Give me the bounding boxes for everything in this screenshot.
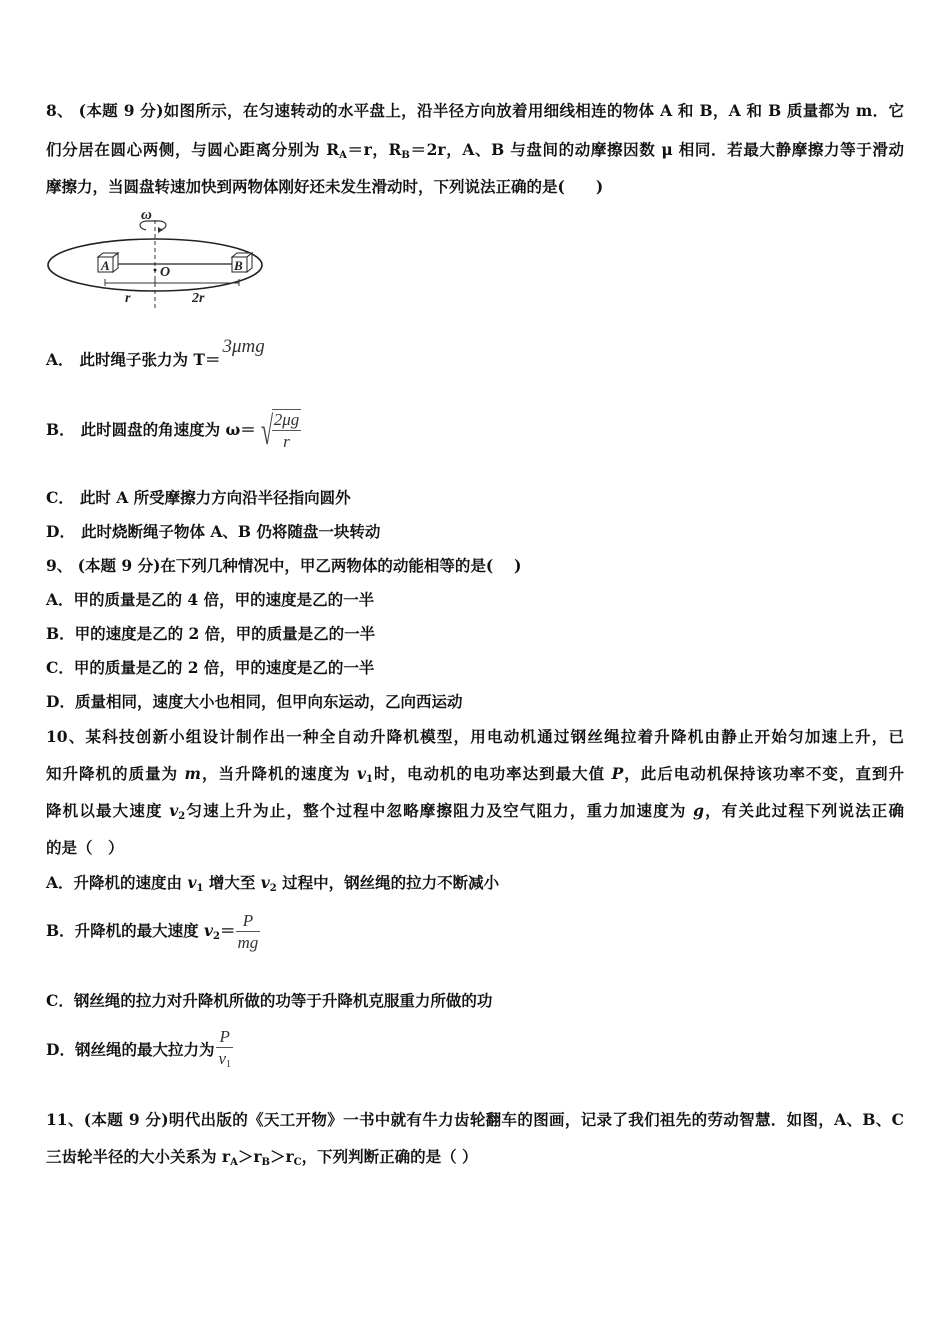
omega-formula: $\frac{2\mu g}{r}$ xyxy=(273,410,300,451)
q10-stem-line3: 降机以最大速度 $v_2$匀速上升为止，整个过程中忽略摩擦阻力及空气阻力，重力加速度为 g，有关此过程下列说法正确 xyxy=(46,801,904,822)
q8-option-c: C． 此时 A 所受摩擦力方向沿半径指向圆外 xyxy=(46,488,351,507)
block-b-label: B xyxy=(234,258,243,273)
q10-stem-line1: 10、某科技创新小组设计制作出一种全自动升降机模型，用电动机通过钢丝绳拉着升降机由静止开始匀加速上升，已 xyxy=(46,727,904,746)
q10-option-c: C．钢丝绳的拉力对升降机所做的功等于升降机克服重力所做的功 xyxy=(46,991,493,1010)
sqrt-icon: √ xyxy=(260,408,273,453)
q11-stem-line1: 11、(本题 9 分)明代出版的《天工开物》一书中就有牛力齿轮翻车的图画，记录了我们祖先的劳动智慧．如图，A、B、C xyxy=(46,1110,904,1129)
omega-label: ω xyxy=(141,208,152,223)
q10-stem-line4: 的是（ ） xyxy=(46,838,124,857)
q10-stem-line2: 知升降机的质量为 m，当升降机的速度为 $v_1$时，电动机的电功率达到最大值 P，此后电动机保持该功率不变，直到升 xyxy=(46,764,904,785)
dimension-label-2r: 2r xyxy=(192,291,205,306)
q10-option-b: B．升降机的最大速度 $v_2=$ $\frac{P}{mg}$ xyxy=(46,910,259,952)
q9-option-d: D．质量相同，速度大小也相同，但甲向东运动，乙向西运动 xyxy=(46,692,463,711)
dimension-lines xyxy=(105,279,239,286)
q9-option-a: A．甲的质量是乙的 4 倍，甲的速度是乙的一半 xyxy=(46,590,375,609)
q10-option-d: D．钢丝绳的最大拉力为 $\frac{P}{v_1}$ xyxy=(46,1025,233,1076)
q8-option-b: B． 此时圆盘的角速度为 ω＝ √ $\frac{2\mu g}{r}$ xyxy=(46,405,301,456)
q9-option-c: C．甲的质量是乙的 2 倍，甲的速度是乙的一半 xyxy=(46,658,375,677)
rotating-disk-figure xyxy=(44,208,269,313)
q8-option-d: D． 此时烧断绳子物体 A、B 仍将随盘一块转动 xyxy=(46,522,381,541)
dimension-label-r: r xyxy=(125,291,131,306)
tension-formula: 3μmg xyxy=(222,336,265,357)
block-b xyxy=(232,253,252,273)
q8-stem-line3: 摩擦力，当圆盘转速加快到两物体刚好还未发生滑动时，下列说法正确的是( ) xyxy=(46,177,604,196)
q9-option-b: B．甲的速度是乙的 2 倍，甲的质量是乙的一半 xyxy=(46,624,376,643)
center-label-o: O xyxy=(160,265,171,280)
max-tension-formula: $\frac{P}{v_1}$ xyxy=(216,1027,233,1076)
q11-stem-line2: 三齿轮半径的大小关系为 $r_A>r_B>r_C$，下列判断正确的是（ ） xyxy=(46,1147,478,1168)
q9-stem: 9、 (本题 9 分)在下列几种情况中，甲乙两物体的动能相等的是( ) xyxy=(46,556,522,575)
q8-option-a: A． 此时绳子张力为 T＝3μmg xyxy=(46,336,265,369)
block-a-label: A xyxy=(101,258,110,273)
block-a xyxy=(98,253,118,273)
q8-stem-line1: 8、 (本题 9 分)如图所示，在匀速转动的水平盘上，沿半径方向放着用细线相连的物体 A 和 B，A 和 B 质量都为 m．它 xyxy=(46,101,904,120)
q10-option-a: A．升降机的速度由 $v_1$ 增大至 $v_2$ 过程中，钢丝绳的拉力不断减小 xyxy=(46,873,500,894)
center-dot xyxy=(154,269,157,272)
max-speed-formula: $\frac{P}{mg}$ xyxy=(237,910,259,952)
rotation-arrowhead-icon xyxy=(158,227,163,233)
q8-stem-line2: 们分居在圆心两侧，与圆心距离分别为 $R_A=r$，$R_B=2r$，A、B 与盘间的动摩擦因数 μ 相同．若最大静摩擦力等于滑动 xyxy=(46,140,904,161)
